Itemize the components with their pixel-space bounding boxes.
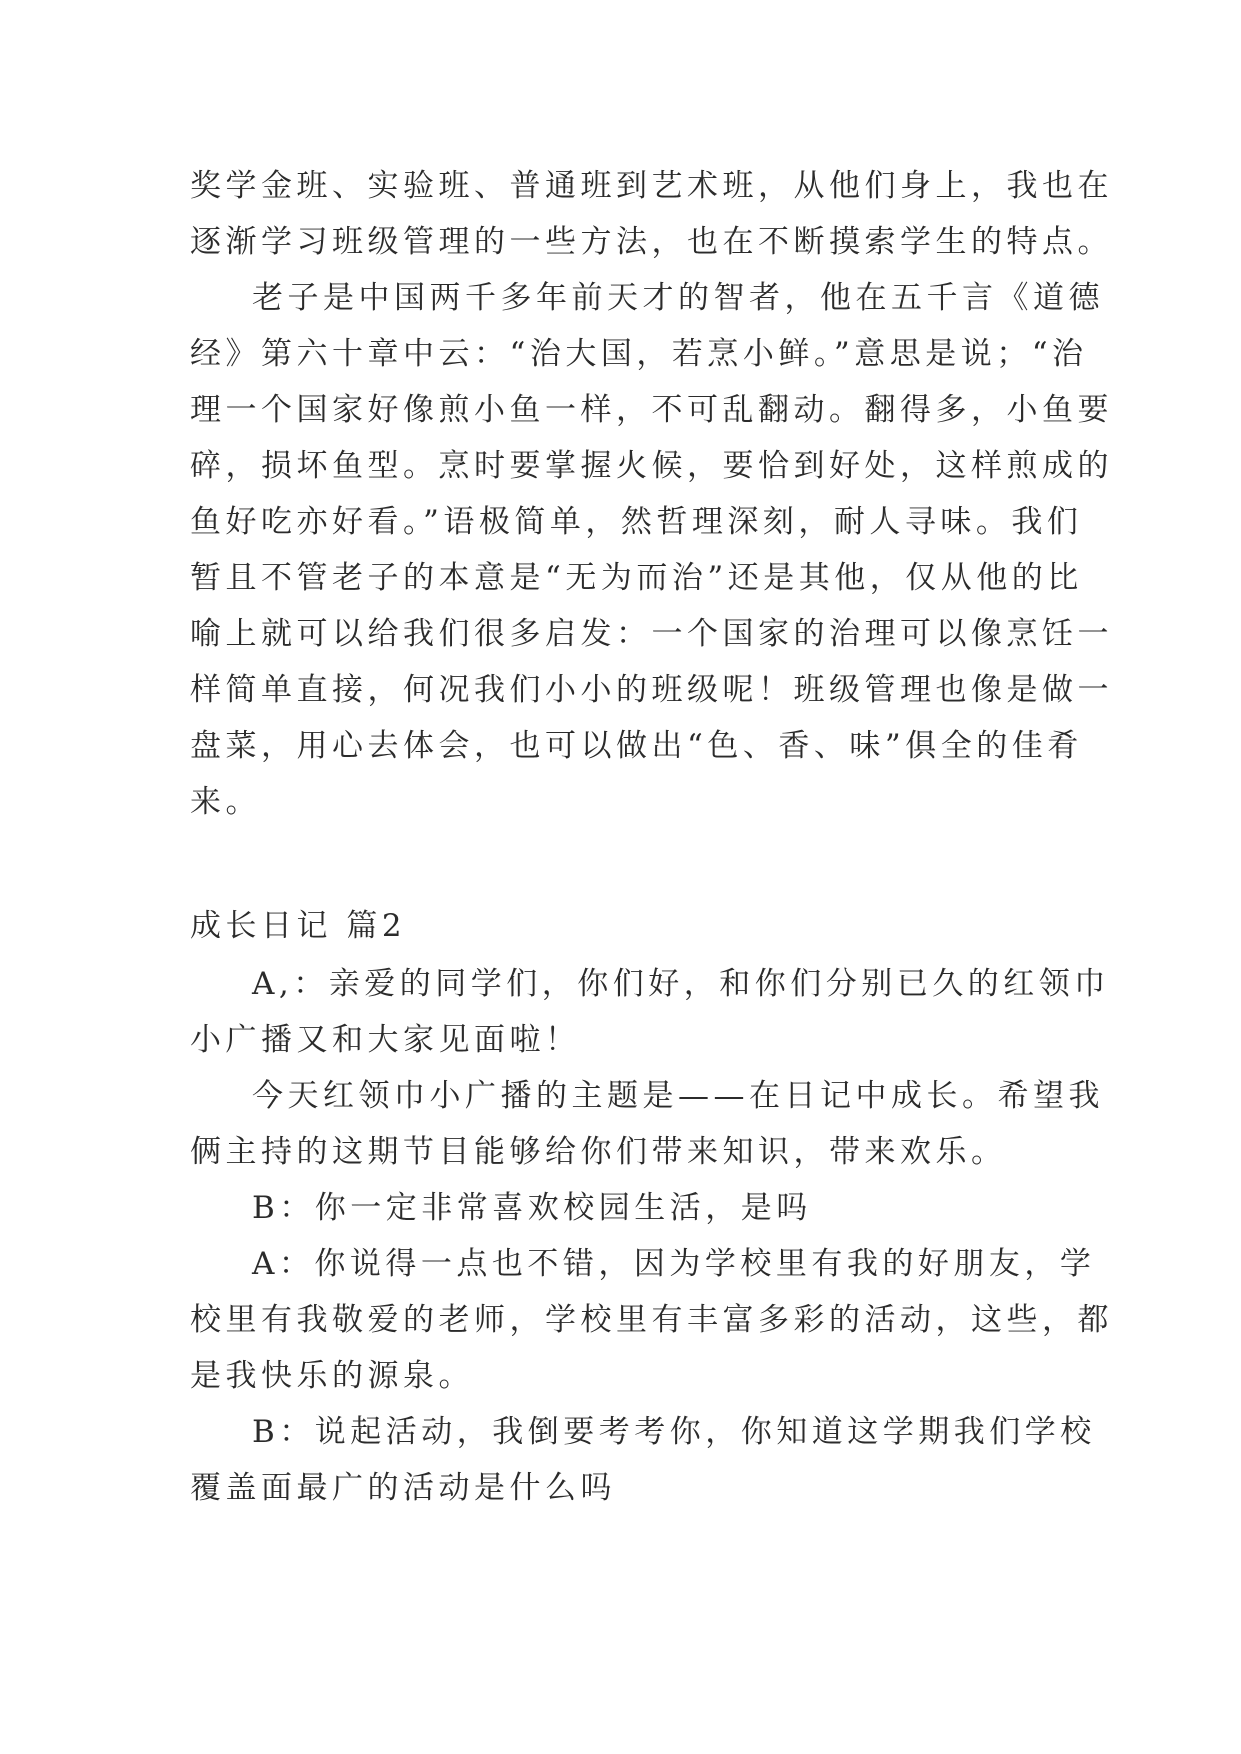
text-line: 鱼好吃亦好看。”语极简单，然哲理深刻，耐人寻味。我们 (190, 504, 1083, 540)
text-line: 是我快乐的源泉。 (190, 1358, 474, 1394)
text-line: 俩主持的这期节目能够给你们带来知识，带来欢乐。 (190, 1134, 1007, 1170)
text-line: 覆盖面最广的活动是什么吗 (190, 1470, 616, 1506)
text-line: 逐渐学习班级管理的一些方法，也在不断摸索学生的特点。 (190, 224, 1113, 260)
text-line: 样简单直接，何况我们小小的班级呢！班级管理也像是做一 (190, 672, 1113, 708)
text-line: 今天红领巾小广播的主题是——在日记中成长。希望我 (252, 1078, 1104, 1114)
text-line: B：你一定非常喜欢校园生活，是吗 (252, 1190, 812, 1226)
text-line: 喻上就可以给我们很多启发：一个国家的治理可以像烹饪一 (190, 616, 1113, 652)
text-line: 盘菜，用心去体会，也可以做出“色、香、味”俱全的佳肴 (190, 728, 1083, 764)
text-line: A：你说得一点也不错，因为学校里有我的好朋友，学 (252, 1246, 1096, 1282)
text-line: 校里有我敬爱的老师，学校里有丰富多彩的活动，这些，都 (190, 1302, 1113, 1338)
section-heading: 成长日记 篇2 (190, 908, 407, 944)
text-line: A,：亲爱的同学们，你们好，和你们分别已久的红领巾 (252, 966, 1110, 1002)
text-line: 碎，损坏鱼型。烹时要掌握火候，要恰到好处，这样煎成的 (190, 448, 1113, 484)
text-line: 小广播又和大家见面啦！ (190, 1022, 581, 1058)
text-line: 暂且不管老子的本意是“无为而治”还是其他，仅从他的比 (190, 560, 1083, 596)
text-line: 理一个国家好像煎小鱼一样，不可乱翻动。翻得多，小鱼要 (190, 392, 1113, 428)
text-line: 老子是中国两千多年前天才的智者，他在五千言《道德 (252, 280, 1104, 316)
text-line: 奖学金班、实验班、普通班到艺术班，从他们身上，我也在 (190, 168, 1113, 204)
text-line: 来。 (190, 784, 261, 820)
text-line: B：说起活动，我倒要考考你，你知道这学期我们学校 (252, 1414, 1096, 1450)
text-line: 经》第六十章中云：“治大国，若烹小鲜。”意思是说；“治 (190, 336, 1088, 372)
